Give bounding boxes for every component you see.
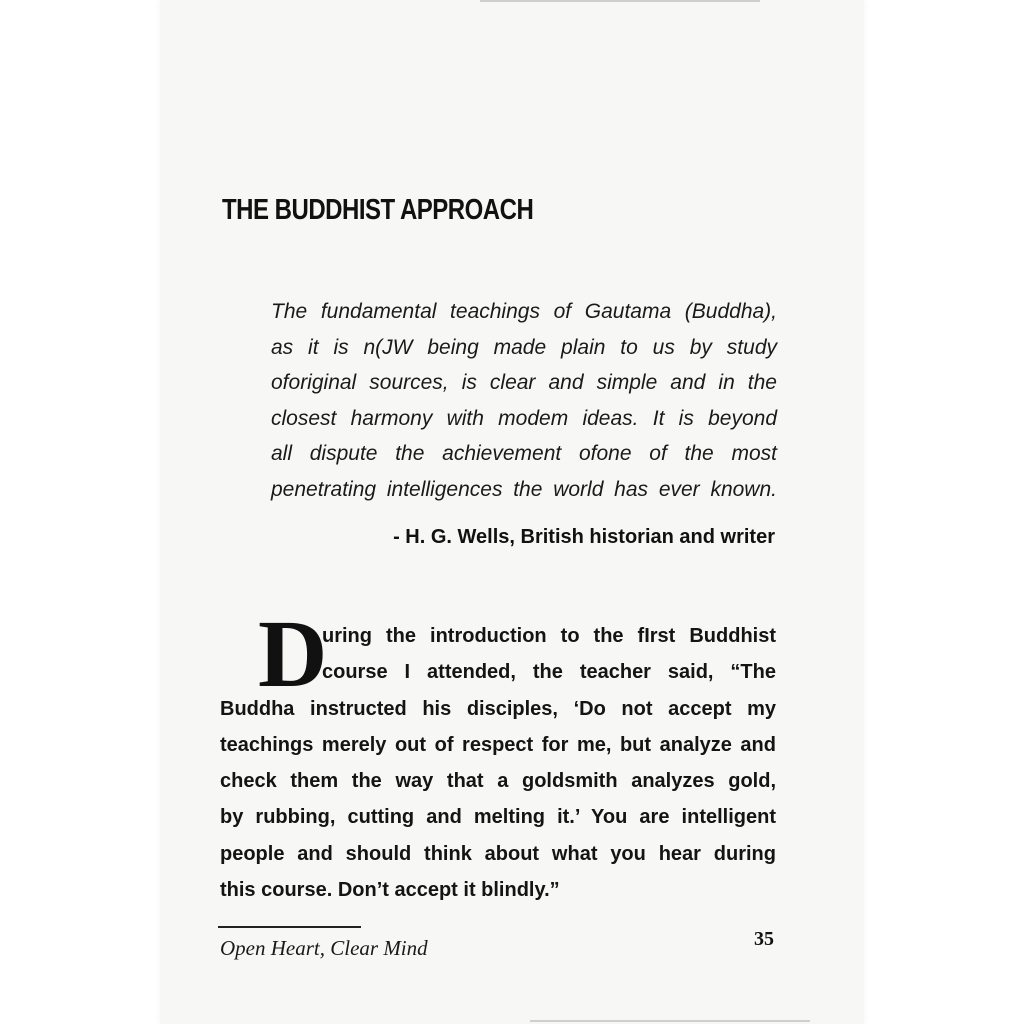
epigraph-line: closest harmony with modem ideas. It is beyond [271,406,777,430]
epigraph-line: The fundamental teachings of Gautama (Buddha), [271,300,777,323]
epigraph-line: as it is n(JW being made plain to us by study [271,335,777,359]
drop-cap: D [258,600,328,707]
epigraph-line: penetrating intelligences the world has ever known. [271,477,777,501]
body-line: uring the introduction to the fIrst Buddhist [322,625,776,647]
epigraph-quote [271,294,777,507]
epigraph-line: all dispute the achievement ofone of the most [271,442,777,465]
body-line: course I attended, the teacher said, “The [322,661,776,684]
page-number: 35 [754,928,774,950]
page-edge-bottom [530,1020,810,1022]
body-paragraph [220,618,776,908]
body-line: people and should think about what you hear during [220,842,776,865]
footer-book-title: Open Heart, Clear Mind [220,936,428,960]
body-line: by rubbing, cutting and melting it.’ You are intelligent [220,806,776,829]
body-line: Buddha instructed his disciples, ‘Do not accept my [220,697,776,720]
body-line: check them the way that a goldsmith analyzes gold, [220,770,776,793]
epigraph-attribution: - H. G. Wells, British historian and writer [393,526,775,548]
chapter-title: THE BUDDHIST APPROACH [222,194,534,226]
page-edge-top [480,0,760,2]
body-line: teachings merely out of respect for me, but analyze and [220,733,776,756]
body-line: this course. Don’t accept it blindly.” [220,879,560,902]
epigraph-line: oforiginal sources, is clear and simple and in the [271,371,777,394]
footer-rule [218,926,361,928]
